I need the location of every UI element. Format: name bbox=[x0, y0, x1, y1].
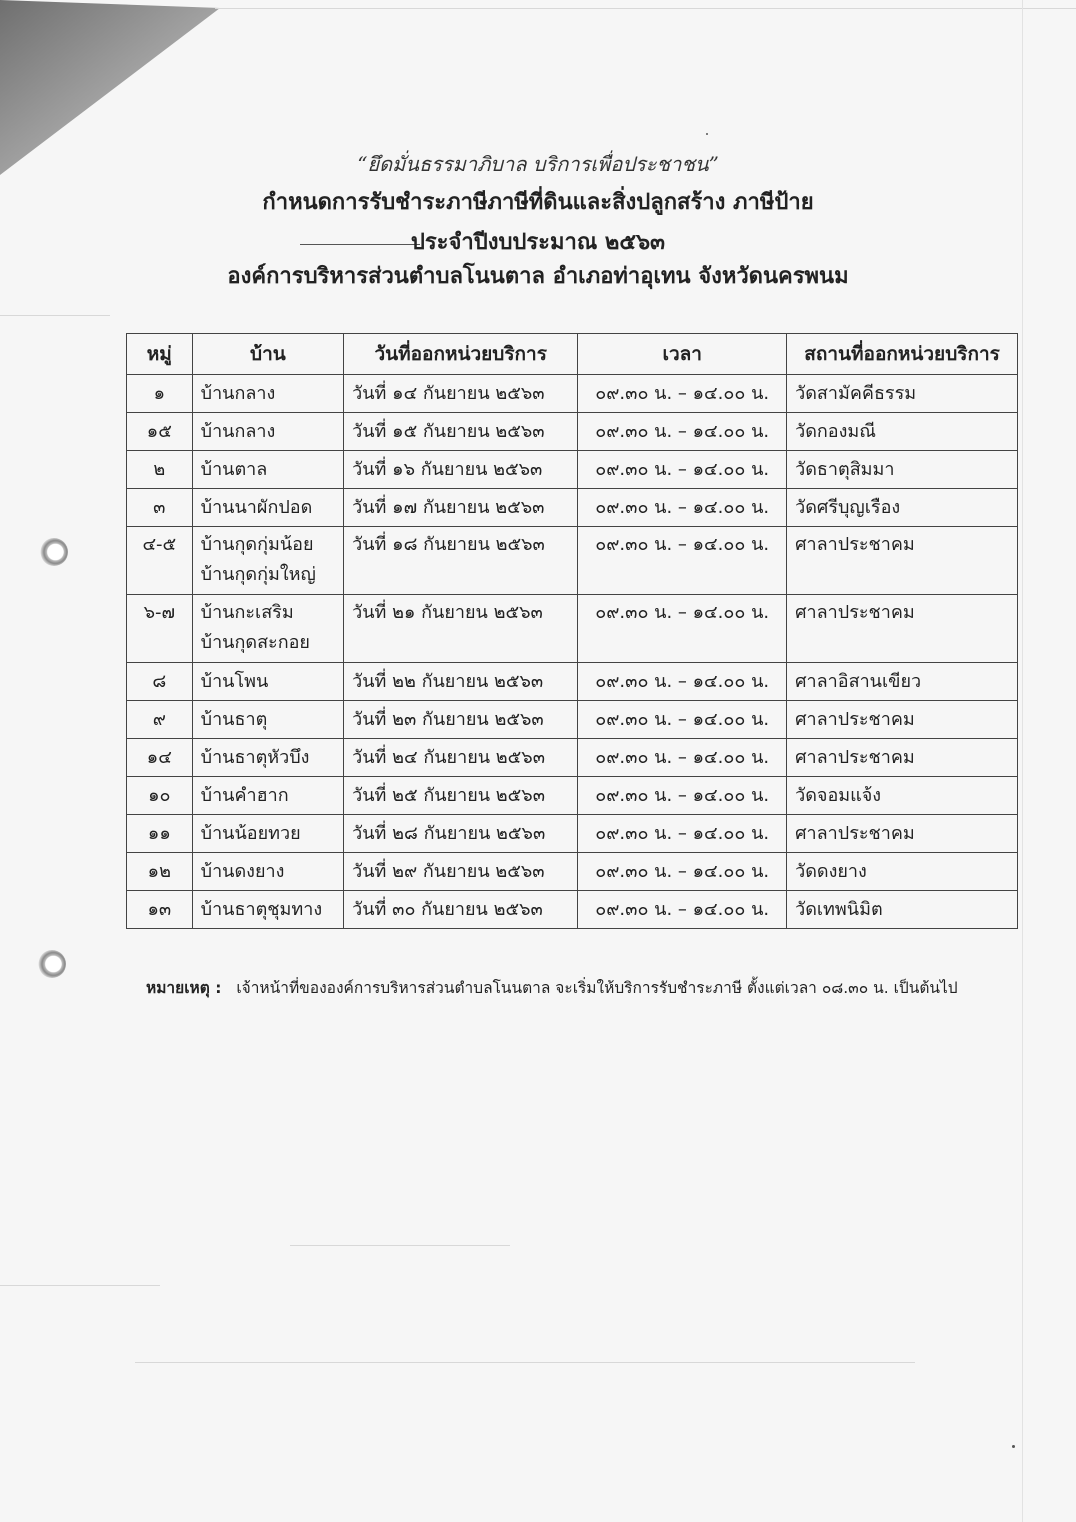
header-time: เวลา bbox=[578, 334, 787, 375]
cell-time bbox=[578, 413, 787, 451]
cell-time-text: ๐๙.๓๐ น. – ๑๔.๐๐ น. bbox=[595, 497, 770, 518]
table-row bbox=[127, 527, 1018, 595]
cell-moo bbox=[127, 777, 193, 815]
cell-place bbox=[787, 413, 1018, 451]
cell-place-text: วัดดงยาง bbox=[795, 861, 867, 882]
cell-moo-text: ๑๒ bbox=[147, 861, 171, 882]
cell-time-text: ๐๙.๓๐ น. – ๑๔.๐๐ น. bbox=[595, 861, 770, 882]
cell-time bbox=[578, 853, 787, 891]
cell-time bbox=[578, 815, 787, 853]
cell-moo-text: ๑๕ bbox=[146, 421, 172, 442]
scan-line-bottom-left bbox=[0, 1285, 160, 1286]
cell-place-text: วัดกองมณี bbox=[795, 421, 876, 442]
cell-time bbox=[578, 777, 787, 815]
cell-moo-text: ๑ bbox=[153, 383, 166, 404]
cell-place bbox=[787, 595, 1018, 663]
cell-date-text: วันที่ ๒๔ กันยายน ๒๕๖๓ bbox=[352, 747, 545, 768]
scan-line-faint bbox=[290, 1245, 510, 1246]
cell-place bbox=[787, 663, 1018, 701]
cell-time-text: ๐๙.๓๐ น. – ๑๔.๐๐ น. bbox=[595, 459, 770, 480]
cell-time-text: ๐๙.๓๐ น. – ๑๔.๐๐ น. bbox=[595, 671, 770, 692]
cell-place-text: ศาลาประชาคม bbox=[795, 602, 915, 623]
cell-date bbox=[344, 375, 578, 413]
cell-moo-text: ๑๓ bbox=[147, 899, 172, 920]
cell-place-text: วัดเทพนิมิต bbox=[795, 899, 883, 920]
cell-date bbox=[344, 527, 578, 595]
schedule-body bbox=[127, 375, 1018, 929]
cell-date bbox=[344, 777, 578, 815]
cell-place bbox=[787, 891, 1018, 929]
cell-village bbox=[192, 891, 344, 929]
cell-place-text: ศาลาประชาคม bbox=[795, 747, 915, 768]
cell-place-text: วัดสามัคคีธรรม bbox=[795, 383, 917, 404]
cell-moo bbox=[127, 701, 193, 739]
footnote-label: หมายเหตุ : bbox=[146, 979, 222, 997]
cell-place bbox=[787, 853, 1018, 891]
title-line-3: องค์การบริหารส่วนตำบลโนนตาล อำเภอท่าอุเทน จังหวัดนครพนม bbox=[227, 264, 849, 289]
cell-time-text: ๐๙.๓๐ น. – ๑๔.๐๐ น. bbox=[595, 785, 770, 806]
cell-time bbox=[578, 451, 787, 489]
cell-village-text: บ้านกลาง bbox=[200, 421, 276, 442]
cell-place bbox=[787, 489, 1018, 527]
cell-moo-text: ๒ bbox=[153, 459, 166, 480]
cell-date bbox=[344, 413, 578, 451]
cell-moo bbox=[127, 489, 193, 527]
scan-line-left bbox=[0, 315, 110, 316]
cell-date bbox=[344, 595, 578, 663]
cell-moo bbox=[127, 451, 193, 489]
table-row bbox=[127, 375, 1018, 413]
cell-place bbox=[787, 451, 1018, 489]
cell-place-text: ศาลาอิสานเขียว bbox=[795, 671, 922, 692]
scan-line-bottom bbox=[135, 1362, 915, 1363]
cell-place-text: ศาลาประชาคม bbox=[795, 709, 915, 730]
cell-village-text: บ้านธาตุหัวบึง bbox=[200, 747, 310, 768]
cell-village-text: บ้านกุดกุ่มน้อย bbox=[200, 534, 314, 555]
cell-time bbox=[578, 701, 787, 739]
cell-time bbox=[578, 891, 787, 929]
cell-village-second-text: บ้านกุดกุ่มใหญ่ bbox=[200, 564, 316, 585]
cell-village bbox=[192, 853, 344, 891]
cell-village-text: บ้านธาตุชุมทาง bbox=[200, 899, 323, 920]
cell-time bbox=[578, 739, 787, 777]
cell-date-text: วันที่ ๑๕ กันยายน ๒๕๖๓ bbox=[352, 421, 545, 442]
punch-hole-icon bbox=[38, 950, 66, 978]
header-place: สถานที่ออกหน่วยบริการ bbox=[787, 334, 1018, 375]
schedule-table bbox=[126, 333, 1018, 929]
cell-village-text: บ้านน้อยทวย bbox=[200, 823, 301, 844]
cell-moo bbox=[127, 739, 193, 777]
cell-place bbox=[787, 777, 1018, 815]
table-row bbox=[127, 663, 1018, 701]
cell-place bbox=[787, 739, 1018, 777]
cell-village bbox=[192, 451, 344, 489]
cell-village bbox=[192, 375, 344, 413]
cell-time-text: ๐๙.๓๐ น. – ๑๔.๐๐ น. bbox=[595, 602, 770, 623]
cell-moo-text: ๘ bbox=[152, 671, 167, 692]
cell-date-text: วันที่ ๑๖ กันยายน ๒๕๖๓ bbox=[352, 459, 543, 480]
cell-place-text: วัดศรีบุญเรือง bbox=[795, 497, 901, 518]
cell-village bbox=[192, 413, 344, 451]
table-row bbox=[127, 891, 1018, 929]
cell-date-text: วันที่ ๑๔ กันยายน ๒๕๖๓ bbox=[352, 383, 545, 404]
cell-date bbox=[344, 489, 578, 527]
cell-village-text: บ้านนาผักปอด bbox=[200, 497, 313, 518]
cell-village-text: บ้านดงยาง bbox=[200, 861, 285, 882]
title-line-2: ประจำปีงบประมาณ ๒๕๖๓ bbox=[410, 230, 666, 255]
cell-time bbox=[578, 663, 787, 701]
cell-place bbox=[787, 527, 1018, 595]
table-row bbox=[127, 815, 1018, 853]
cell-moo bbox=[127, 375, 193, 413]
cell-moo bbox=[127, 815, 193, 853]
cell-time-text: ๐๙.๓๐ น. – ๑๔.๐๐ น. bbox=[595, 899, 770, 920]
table-header-row bbox=[127, 334, 1018, 375]
cell-moo-text: ๓ bbox=[153, 497, 166, 518]
cell-time-text: ๐๙.๓๐ น. – ๑๔.๐๐ น. bbox=[595, 534, 770, 555]
header-moo: หมู่ bbox=[127, 334, 193, 375]
cell-village-text: บ้านโพน bbox=[200, 671, 269, 692]
cell-moo-text: ๑๔ bbox=[146, 747, 172, 768]
cell-date bbox=[344, 663, 578, 701]
cell-date bbox=[344, 739, 578, 777]
punch-hole-icon bbox=[40, 538, 68, 566]
cell-date-text: วันที่ ๒๙ กันยายน ๒๕๖๓ bbox=[352, 861, 545, 882]
cell-moo bbox=[127, 413, 193, 451]
table-row bbox=[127, 739, 1018, 777]
cell-moo bbox=[127, 595, 193, 663]
cell-moo bbox=[127, 527, 193, 595]
speck bbox=[1012, 1445, 1015, 1448]
cell-date-text: วันที่ ๒๒ กันยายน ๒๕๖๓ bbox=[352, 671, 544, 692]
cell-date bbox=[344, 891, 578, 929]
cell-date-text: วันที่ ๒๓ กันยายน ๒๕๖๓ bbox=[352, 709, 544, 730]
cell-time bbox=[578, 375, 787, 413]
cell-moo bbox=[127, 853, 193, 891]
cell-place bbox=[787, 701, 1018, 739]
header-village: บ้าน bbox=[192, 334, 344, 375]
table-row bbox=[127, 701, 1018, 739]
cell-place-text: ศาลาประชาคม bbox=[795, 534, 915, 555]
cell-date bbox=[344, 701, 578, 739]
cell-place bbox=[787, 815, 1018, 853]
cell-village bbox=[192, 663, 344, 701]
cell-date-text: วันที่ ๒๑ กันยายน ๒๕๖๓ bbox=[352, 602, 543, 623]
cell-moo-text: ๑๐ bbox=[148, 785, 171, 806]
cell-moo-text: ๑๑ bbox=[147, 823, 171, 844]
cell-village-text: บ้านตาล bbox=[200, 459, 268, 480]
cell-village bbox=[192, 815, 344, 853]
cell-moo-text: ๔-๕ bbox=[142, 534, 177, 555]
cell-village-text: บ้านธาตุ bbox=[200, 709, 268, 730]
motto: “ยึดมั่นธรรมาภิบาล บริการเพื่อประชาชน” bbox=[357, 152, 719, 176]
table-row bbox=[127, 595, 1018, 663]
table-row bbox=[127, 451, 1018, 489]
cell-moo-text: ๙ bbox=[152, 709, 166, 730]
cell-village bbox=[192, 527, 344, 595]
table-row bbox=[127, 853, 1018, 891]
cell-place-text: วัดจอมแจ้ง bbox=[795, 785, 882, 806]
footnote bbox=[146, 975, 958, 1000]
cell-date-text: วันที่ ๒๘ กันยายน ๒๕๖๓ bbox=[352, 823, 546, 844]
cell-date bbox=[344, 451, 578, 489]
cell-time bbox=[578, 527, 787, 595]
cell-moo-text: ๖-๗ bbox=[143, 602, 176, 623]
cell-time-text: ๐๙.๓๐ น. – ๑๔.๐๐ น. bbox=[595, 709, 770, 730]
cell-moo bbox=[127, 663, 193, 701]
cell-date bbox=[344, 815, 578, 853]
cell-time-text: ๐๙.๓๐ น. – ๑๔.๐๐ น. bbox=[595, 747, 770, 768]
cell-date-text: วันที่ ๑๗ กันยายน ๒๕๖๓ bbox=[352, 497, 545, 518]
cell-village-text: บ้านกลาง bbox=[200, 383, 276, 404]
cell-time bbox=[578, 489, 787, 527]
title-line-1: กำหนดการรับชำระภาษีภาษีที่ดินและสิ่งปลูกสร้าง ภาษีป้าย bbox=[262, 190, 814, 215]
cell-time-text: ๐๙.๓๐ น. – ๑๔.๐๐ น. bbox=[595, 383, 770, 404]
table-row bbox=[127, 413, 1018, 451]
cell-village bbox=[192, 701, 344, 739]
cell-village bbox=[192, 777, 344, 815]
cell-date-text: วันที่ ๑๘ กันยายน ๒๕๖๓ bbox=[352, 534, 545, 555]
cell-date-text: วันที่ ๒๕ กันยายน ๒๕๖๓ bbox=[352, 785, 545, 806]
cell-village bbox=[192, 739, 344, 777]
cell-date-text: วันที่ ๓๐ กันยายน ๒๕๖๓ bbox=[352, 899, 543, 920]
cell-village-text: บ้านกะเสริม bbox=[200, 602, 294, 623]
speck bbox=[706, 133, 708, 135]
header-date: วันที่ออกหน่วยบริการ bbox=[344, 334, 578, 375]
cell-moo bbox=[127, 891, 193, 929]
cell-place-text: วัดธาตุสิมมา bbox=[795, 459, 895, 480]
cell-village bbox=[192, 595, 344, 663]
cell-time-text: ๐๙.๓๐ น. – ๑๔.๐๐ น. bbox=[595, 823, 770, 844]
cell-village-second-text: บ้านกุดสะกอย bbox=[200, 632, 310, 653]
cell-place bbox=[787, 375, 1018, 413]
cell-time-text: ๐๙.๓๐ น. – ๑๔.๐๐ น. bbox=[595, 421, 770, 442]
footnote-text: เจ้าหน้าที่ขององค์การบริหารส่วนตำบลโนนตาล จะเริ่มให้บริการรับชำระภาษี ตั้งแต่เวลา ๐๘.๓๐ น. เป็นต้นไป bbox=[236, 979, 958, 997]
cell-date bbox=[344, 853, 578, 891]
table-row bbox=[127, 489, 1018, 527]
table-row bbox=[127, 777, 1018, 815]
cell-village bbox=[192, 489, 344, 527]
cell-place-text: ศาลาประชาคม bbox=[795, 823, 915, 844]
cell-time bbox=[578, 595, 787, 663]
cell-village-text: บ้านคำฮาก bbox=[200, 785, 289, 806]
scan-line-top bbox=[215, 8, 1076, 9]
